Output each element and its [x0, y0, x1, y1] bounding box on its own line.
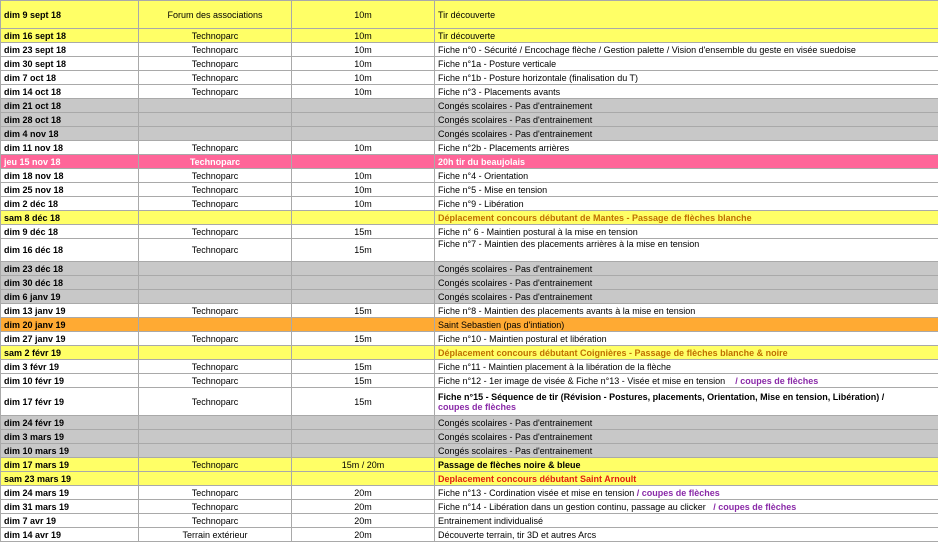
date-cell: jeu 15 nov 18 — [1, 155, 139, 169]
description-cell: Fiche n°10 - Maintien postural et libération — [435, 332, 938, 346]
coupes-link[interactable]: / coupes de flèches — [637, 488, 720, 498]
description-cell: Découverte terrain, tir 3D et autres Arcs — [435, 528, 938, 542]
description-cell: Fiche n°7 - Maintien des placements arrières à la mise en tension — [435, 239, 938, 262]
place-cell — [139, 430, 292, 444]
coupes-link[interactable]: / coupes de flèches — [713, 502, 796, 512]
description-text: Fiche n°12 - 1er image de visée & Fiche n°13 - Visée et mise en tension — [438, 376, 725, 386]
description-cell: Fiche n°9 - Libération — [435, 197, 938, 211]
coupes-link[interactable]: / coupes de flèches — [735, 376, 818, 386]
date-cell: sam 8 déc 18 — [1, 211, 139, 225]
date-cell: dim 24 févr 19 — [1, 416, 139, 430]
date-cell: dim 23 déc 18 — [1, 262, 139, 276]
place-cell: Technoparc — [139, 374, 292, 388]
description-cell: Congés scolaires - Pas d'entrainement — [435, 99, 938, 113]
place-cell: Technoparc — [139, 304, 292, 318]
distance-cell — [292, 430, 435, 444]
description-cell: Entrainement individualisé — [435, 514, 938, 528]
distance-cell: 15m — [292, 388, 435, 416]
place-cell: Technoparc — [139, 71, 292, 85]
date-cell: dim 28 oct 18 — [1, 113, 139, 127]
place-cell — [139, 113, 292, 127]
description-cell: Fiche n°4 - Orientation — [435, 169, 938, 183]
distance-cell: 15m — [292, 304, 435, 318]
distance-cell — [292, 155, 435, 169]
date-cell: dim 13 janv 19 — [1, 304, 139, 318]
date-cell: dim 2 déc 18 — [1, 197, 139, 211]
description-cell: Déplacement concours débutant Coignières - Passage de flèches blanche & noire — [435, 346, 938, 360]
distance-cell — [292, 127, 435, 141]
place-cell: Technoparc — [139, 360, 292, 374]
place-cell: Technoparc — [139, 85, 292, 99]
description-cell: Congés scolaires - Pas d'entrainement — [435, 127, 938, 141]
place-cell — [139, 290, 292, 304]
distance-cell: 10m — [292, 169, 435, 183]
description-cell: Fiche n°1b - Posture horizontale (finalisation du T) — [435, 71, 938, 85]
distance-cell — [292, 346, 435, 360]
place-cell — [139, 444, 292, 458]
date-cell: dim 10 mars 19 — [1, 444, 139, 458]
place-cell: Technoparc — [139, 388, 292, 416]
date-cell: dim 6 janv 19 — [1, 290, 139, 304]
distance-cell: 10m — [292, 141, 435, 155]
place-cell: Technoparc — [139, 57, 292, 71]
place-cell: Technoparc — [139, 169, 292, 183]
date-cell: dim 21 oct 18 — [1, 99, 139, 113]
distance-cell: 10m — [292, 29, 435, 43]
date-cell: dim 3 févr 19 — [1, 360, 139, 374]
distance-cell: 10m — [292, 85, 435, 99]
description-cell: Fiche n°5 - Mise en tension — [435, 183, 938, 197]
description-cell — [435, 500, 938, 514]
date-cell: dim 7 avr 19 — [1, 514, 139, 528]
distance-cell: 15m / 20m — [292, 458, 435, 472]
date-cell: dim 9 sept 18 — [1, 1, 139, 29]
place-cell: Technoparc — [139, 486, 292, 500]
schedule-body — [1, 1, 938, 542]
description-cell: Saint Sebastien (pas d'intiation) — [435, 318, 938, 332]
distance-cell — [292, 416, 435, 430]
place-cell: Technoparc — [139, 141, 292, 155]
description-text: Fiche n°15 - Séquence de tir (Révision - Postures, placements, Orientation, Mise en tension, Libération) / — [438, 392, 884, 402]
description-cell: Fiche n°8 - Maintien des placements avants à la mise en tension — [435, 304, 938, 318]
description-cell — [435, 388, 938, 416]
date-cell: dim 31 mars 19 — [1, 500, 139, 514]
place-cell — [139, 416, 292, 430]
place-cell: Technoparc — [139, 500, 292, 514]
place-cell: Technoparc — [139, 239, 292, 262]
distance-cell — [292, 211, 435, 225]
date-cell: sam 2 févr 19 — [1, 346, 139, 360]
place-cell — [139, 472, 292, 486]
place-cell: Technoparc — [139, 197, 292, 211]
date-cell: dim 11 nov 18 — [1, 141, 139, 155]
distance-cell: 15m — [292, 239, 435, 262]
description-text: Fiche n°14 - Libération dans un gestion continu, passage au clicker — [438, 502, 706, 512]
description-cell: Fiche n°1a - Posture verticale — [435, 57, 938, 71]
description-cell — [435, 374, 938, 388]
distance-cell — [292, 444, 435, 458]
description-cell: Tir découverte — [435, 1, 938, 29]
place-cell: Technoparc — [139, 43, 292, 57]
distance-cell: 15m — [292, 332, 435, 346]
description-cell: Congés scolaires - Pas d'entrainement — [435, 444, 938, 458]
description-cell: Fiche n°0 - Sécurité / Encochage flèche / Gestion palette / Vision d'ensemble du geste en visée suedoise — [435, 43, 938, 57]
place-cell: Technoparc — [139, 332, 292, 346]
description-cell: Congés scolaires - Pas d'entrainement — [435, 290, 938, 304]
description-cell: Congés scolaires - Pas d'entrainement — [435, 262, 938, 276]
description-cell: Fiche n°2b - Placements arrières — [435, 141, 938, 155]
description-cell: Congés scolaires - Pas d'entrainement — [435, 416, 938, 430]
distance-cell: 20m — [292, 500, 435, 514]
description-text: Fiche n°13 - Cordination visée et mise en tension — [438, 488, 634, 498]
distance-cell: 15m — [292, 225, 435, 239]
distance-cell: 10m — [292, 183, 435, 197]
place-cell — [139, 99, 292, 113]
date-cell: dim 10 févr 19 — [1, 374, 139, 388]
description-cell: Congés scolaires - Pas d'entrainement — [435, 113, 938, 127]
distance-cell — [292, 262, 435, 276]
distance-cell — [292, 99, 435, 113]
date-cell: dim 3 mars 19 — [1, 430, 139, 444]
place-cell — [139, 211, 292, 225]
description-cell: Deplacement concours débutant Saint Arnoult — [435, 472, 938, 486]
distance-cell: 10m — [292, 1, 435, 29]
distance-cell: 10m — [292, 43, 435, 57]
date-cell: dim 14 oct 18 — [1, 85, 139, 99]
date-cell: dim 20 janv 19 — [1, 318, 139, 332]
date-cell: dim 30 déc 18 — [1, 276, 139, 290]
place-cell: Technoparc — [139, 514, 292, 528]
place-cell: Forum des associations — [139, 1, 292, 29]
description-cell: Fiche n°11 - Maintien placement à la libération de la flèche — [435, 360, 938, 374]
date-cell: dim 14 avr 19 — [1, 528, 139, 542]
description-cell: Congés scolaires - Pas d'entrainement — [435, 430, 938, 444]
place-cell: Technoparc — [139, 183, 292, 197]
place-cell: Technoparc — [139, 225, 292, 239]
description-cell: Congés scolaires - Pas d'entrainement — [435, 276, 938, 290]
distance-cell — [292, 113, 435, 127]
distance-cell — [292, 318, 435, 332]
date-cell: dim 17 mars 19 — [1, 458, 139, 472]
description-cell: Fiche n° 6 - Maintien postural à la mise en tension — [435, 225, 938, 239]
date-cell: dim 25 nov 18 — [1, 183, 139, 197]
date-cell: dim 17 févr 19 — [1, 388, 139, 416]
distance-cell: 20m — [292, 486, 435, 500]
description-cell: Tir découverte — [435, 29, 938, 43]
place-cell — [139, 318, 292, 332]
distance-cell: 10m — [292, 57, 435, 71]
description-cell — [435, 486, 938, 500]
date-cell: dim 27 janv 19 — [1, 332, 139, 346]
distance-cell: 15m — [292, 374, 435, 388]
place-cell: Technoparc — [139, 458, 292, 472]
description-cell: Passage de flèches noire & bleue — [435, 458, 938, 472]
place-cell: Technoparc — [139, 29, 292, 43]
date-cell: dim 23 sept 18 — [1, 43, 139, 57]
date-cell: dim 4 nov 18 — [1, 127, 139, 141]
place-cell — [139, 127, 292, 141]
date-cell: dim 30 sept 18 — [1, 57, 139, 71]
coupes-link[interactable]: coupes de flèches — [438, 402, 516, 412]
distance-cell — [292, 276, 435, 290]
distance-cell: 20m — [292, 514, 435, 528]
date-cell: dim 16 sept 18 — [1, 29, 139, 43]
place-cell: Technoparc — [139, 155, 292, 169]
distance-cell: 10m — [292, 197, 435, 211]
description-cell: Fiche n°3 - Placements avants — [435, 85, 938, 99]
date-cell: dim 18 nov 18 — [1, 169, 139, 183]
place-cell: Terrain extérieur — [139, 528, 292, 542]
place-cell — [139, 276, 292, 290]
date-cell: dim 16 déc 18 — [1, 239, 139, 262]
distance-cell: 15m — [292, 360, 435, 374]
distance-cell: 20m — [292, 528, 435, 542]
distance-cell — [292, 290, 435, 304]
description-cell: 20h tir du beaujolais — [435, 155, 938, 169]
date-cell: sam 23 mars 19 — [1, 472, 139, 486]
date-cell: dim 7 oct 18 — [1, 71, 139, 85]
date-cell: dim 9 déc 18 — [1, 225, 139, 239]
description-cell: Déplacement concours débutant de Mantes - Passage de flèches blanche — [435, 211, 938, 225]
distance-cell: 10m — [292, 71, 435, 85]
place-cell — [139, 346, 292, 360]
date-cell: dim 24 mars 19 — [1, 486, 139, 500]
distance-cell — [292, 472, 435, 486]
place-cell — [139, 262, 292, 276]
